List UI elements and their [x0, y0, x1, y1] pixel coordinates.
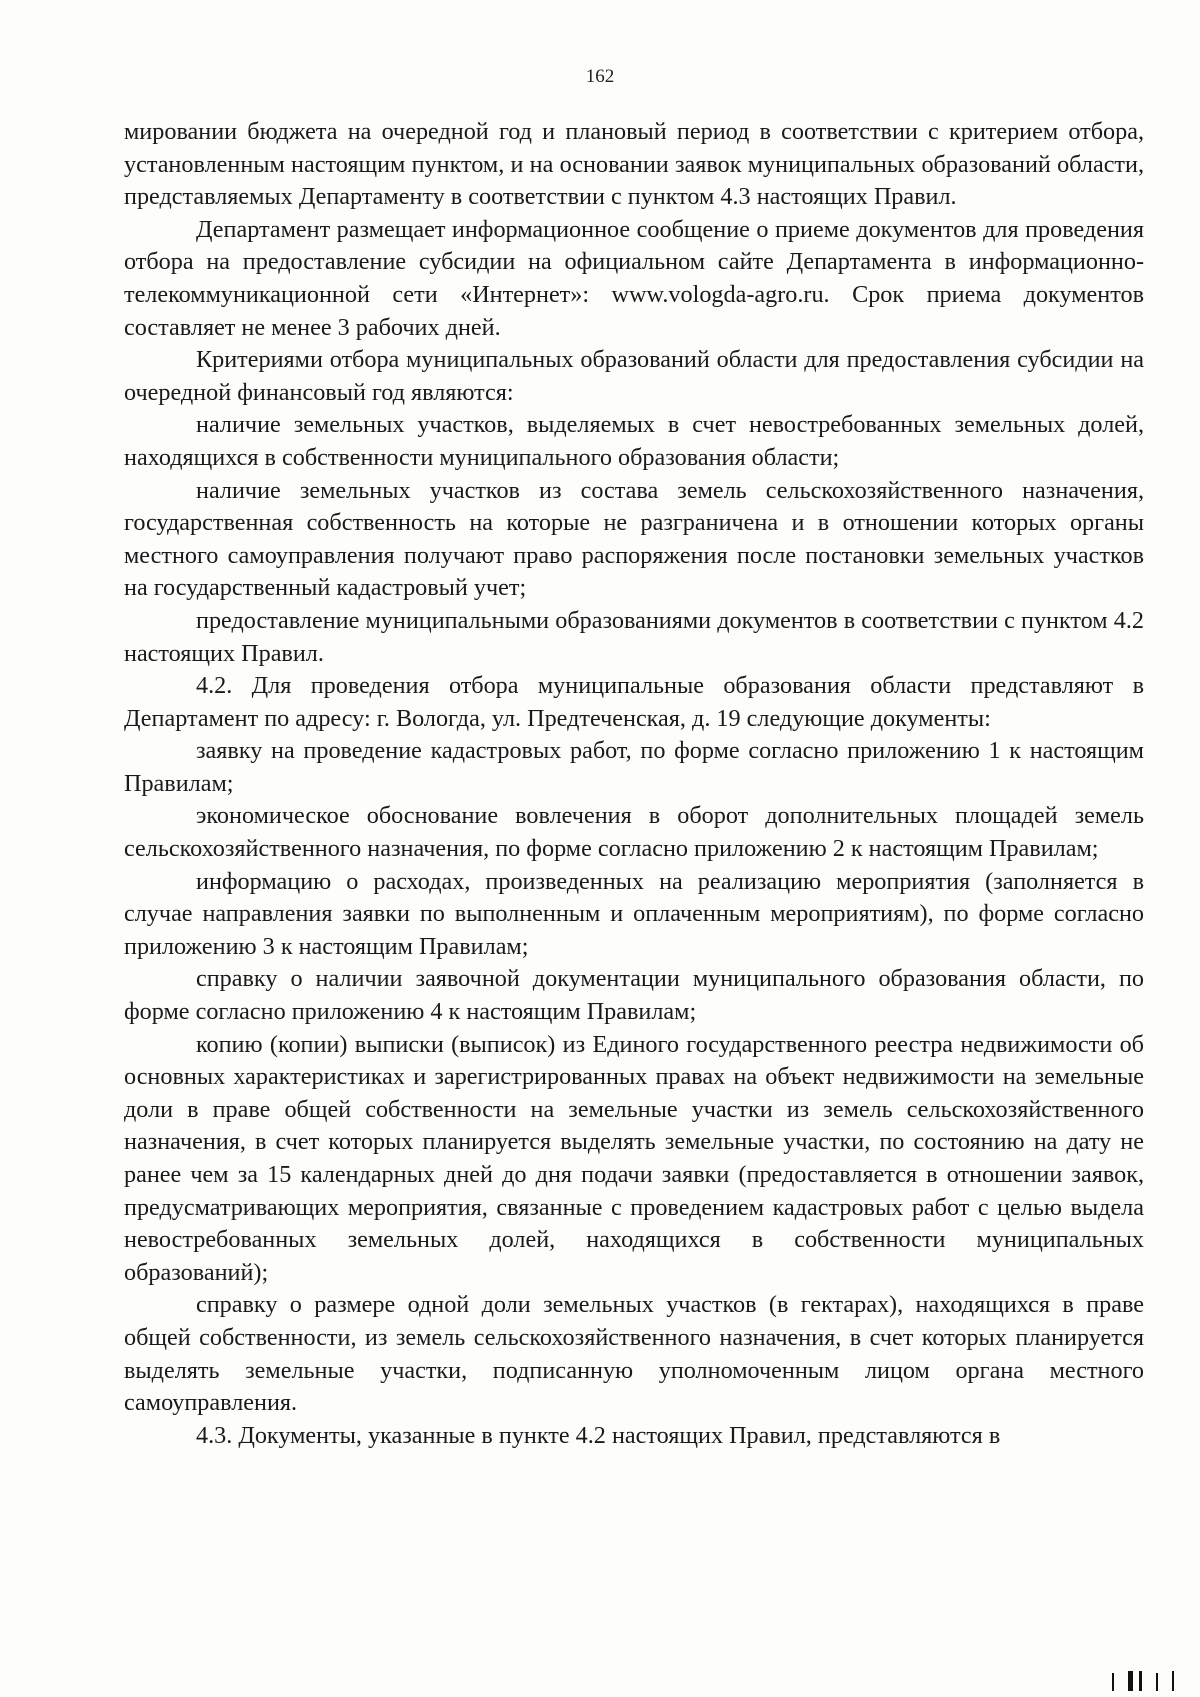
document-body	[124, 116, 1144, 1452]
paragraph: предоставление муниципальными образованиями документов в соответствии с пунктом 4.2 настоящих Правил.	[124, 606, 1144, 667]
paragraph: Критериями отбора муниципальных образований области для предоставления субсидии на очередной финансовый год являются:	[124, 346, 1144, 406]
paragraph: 4.2. Для проведения отбора муниципальные образования области представляют в Департамент по адресу: г. Вологда, ул. Предтеченская, д. 19 следующие документы:	[124, 672, 1144, 732]
paragraph: экономическое обоснование вовлечения в оборот дополнительных площадей земель сельскохозяйственного назначения, по форме согласно приложению 2 к настоящим Правилам;	[124, 802, 1144, 863]
paragraph: заявку на проведение кадастровых работ, по форме согласно приложению 1 к настоящим Правилам;	[124, 737, 1144, 797]
paragraph: наличие земельных участков из состава земель сельскохозяйственного назначения, государственная собственность на которые не разграничена и в отношении которых органы местного самоуправления получают право распоряжения после постановки земельных участков на государственный кадастровый учет;	[124, 476, 1144, 602]
paragraph: информацию о расходах, произведенных на реализацию мероприятия (заполняется в случае направления заявки по выполненным и оплаченным мероприятиям), по форме согласно приложению 3 к настоящим Правилам;	[124, 867, 1144, 960]
paragraph: 4.3. Документы, указанные в пункте 4.2 настоящих Правил, представляются в	[196, 1421, 1001, 1449]
paragraph: наличие земельных участков, выделяемых в счет невостребованных земельных долей, находящихся в собственности муниципального образования области;	[124, 411, 1144, 471]
scan-barcode-mark	[1112, 1669, 1174, 1691]
paragraph: справку о размере одной доли земельных участков (в гектарах), находящихся в праве общей собственности, из земель сельскохозяйственного назначения, в счет которых планируется выделять земельные участки, подписанную уполномоченным лицом органа местного самоуправления.	[124, 1291, 1144, 1417]
page-number: 162	[585, 66, 615, 87]
paragraph: копию (копии) выписки (выписок) из Единого государственного реестра недвижимости об основных характеристиках и зарегистрированных правах на объект недвижимости на земельные доли в праве общей собственности на земельные участки из земель сельскохозяйственного назначения, в счет которых планируется выделять земельные участки, по состоянию на дату не ранее чем за 15 календарных дней до дня подачи заявки (предоставляется в отношении заявок, предусматривающих мероприятия, связанные с проведением кадастровых работ с целью выдела невостребованных земельных долей, находящихся в собственности муниципальных образований);	[124, 1030, 1144, 1286]
paragraph: справку о наличии заявочной документации муниципального образования области, по форме согласно приложению 4 к настоящим Правилам;	[124, 965, 1144, 1026]
paragraph: Департамент размещает информационное сообщение о приеме документов для проведения отбора на предоставление субсидии на официальном сайте Департамента в информационно-телекоммуникационной сети «Интернет»: www.vologda-agro.ru. Срок приема документов составляет не менее 3 рабочих дней.	[124, 215, 1144, 341]
paragraph: мировании бюджета на очередной год и плановый период в соответствии с критерием отбора, установленным настоящим пунктом, и на основании заявок муниципальных образований области, представляемых Департаменту в соответствии с пунктом 4.3 настоящих Правил.	[124, 118, 1144, 211]
